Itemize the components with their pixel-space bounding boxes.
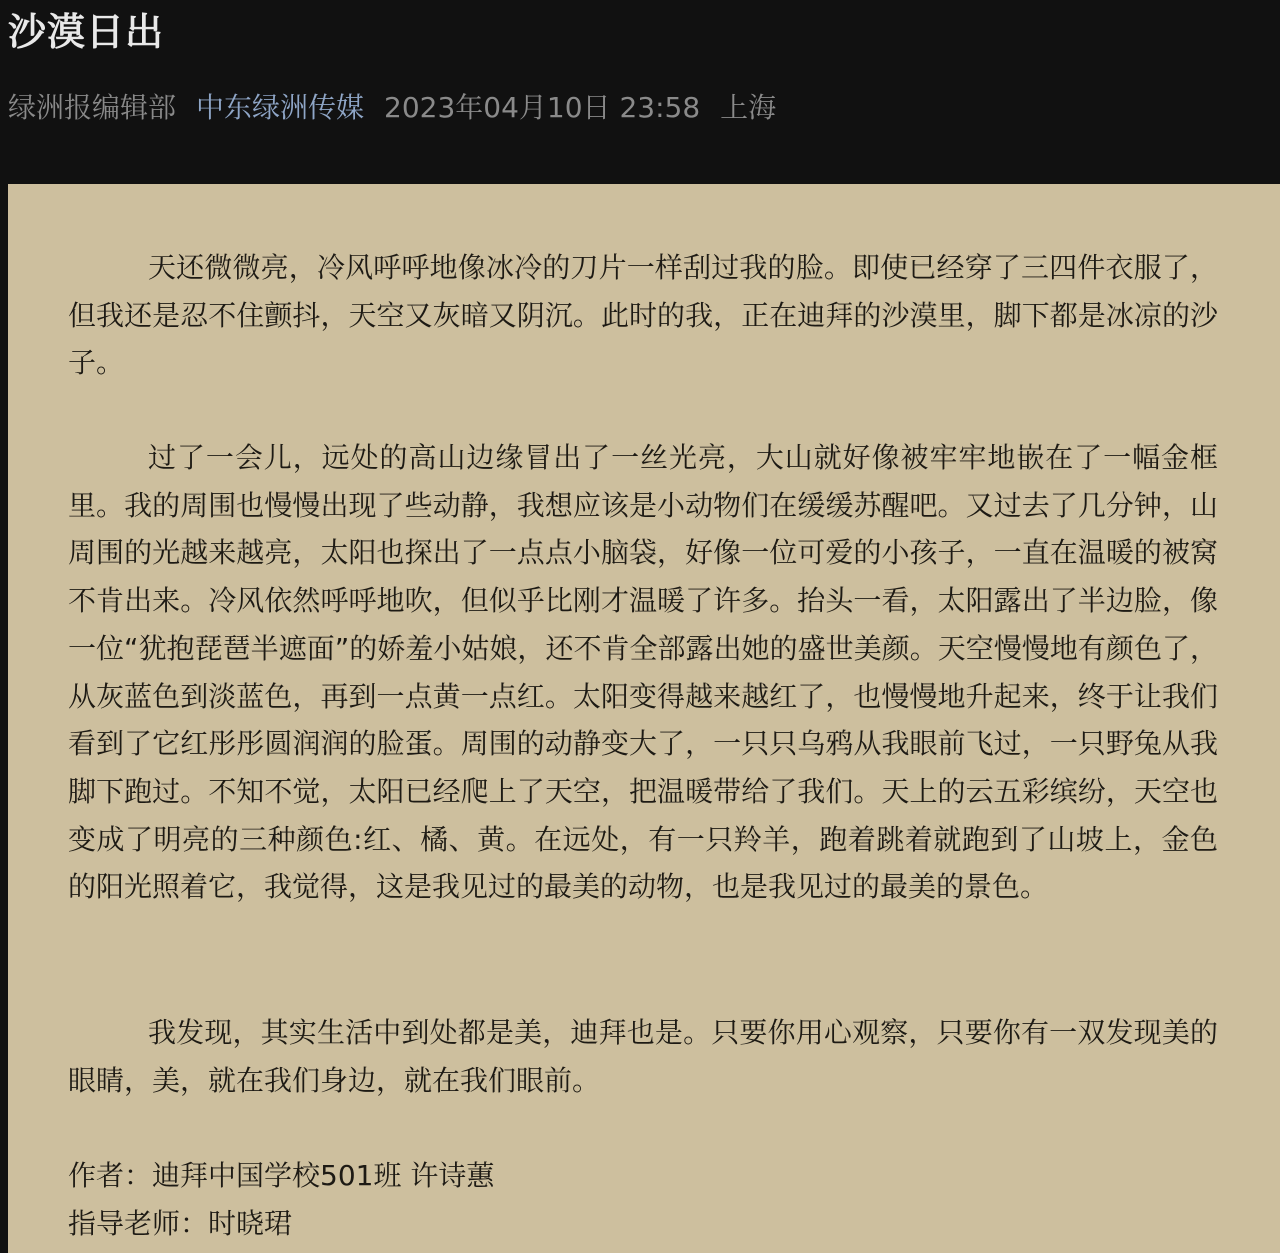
publish-location: 上海 bbox=[720, 91, 777, 124]
teacher-signature: 指导老师：时晓珺 bbox=[68, 1207, 293, 1240]
author-signature: 作者：迪拜中国学校501班 许诗蕙 bbox=[68, 1159, 495, 1192]
publish-datetime: 2023年04月10日 23:58 bbox=[384, 91, 701, 124]
article-paragraph: 天还微微亮，冷风呼呼地像冰冷的刀片一样刮过我的脸。即使已经穿了三四件衣服了，但我还是忍不住颤抖，天空又灰暗又阴沉。此时的我，正在迪拜的沙漠里，脚下都是冰凉的沙子。 bbox=[68, 251, 1218, 380]
article-title: 沙漠日出 bbox=[8, 10, 165, 54]
account-name-link[interactable]: 中东绿洲传媒 bbox=[196, 91, 365, 124]
article-paragraph: 过了一会儿，远处的高山边缘冒出了一丝光亮，大山就好像被牢牢地嵌在了一幅金框里。我的周围也慢慢出现了些动静，我想应该是小动物们在缓缓苏醒吧。又过去了几分钟，山周围的光越来越亮，太阳也探出了一点点小脑袋，好像一位可爱的小孩子，一直在温暖的被窝不肯出来。冷风依然呼呼地吹，但似乎比刚才温暖了许多。抬头一看，太阳露出了半边脸，像一位“犹抱琵琶半遮面”的娇羞小姑娘，还不肯全部露出她的盛世美颜。天空慢慢地有颜色了，从灰蓝色到淡蓝色，再到一点黄一点红。太阳变得越来越红了，也慢慢地升起来，终于让我们看到了它红彤彤圆润润的脸蛋。周围的动静变大了，一只只乌鸦从我眼前飞过，一只野兔从我脚下跑过。不知不觉，太阳已经爬上了天空，把温暖带给了我们。天上的云五彩缤纷，天空也变成了明亮的三种颜色:红、橘、黄。在远处，有一只羚羊，跑着跳着就跑到了山坡上，金色的阳光照着它，我觉得，这是我见过的最美的动物，也是我见过的最美的景色。 bbox=[68, 441, 1218, 904]
article-body-card bbox=[8, 184, 1280, 1253]
article-paragraph: 我发现，其实生活中到处都是美，迪拜也是。只要你用心观察，只要你有一双发现美的眼睛，美，就在我们身边，就在我们眼前。 bbox=[68, 1016, 1218, 1097]
article-meta bbox=[8, 84, 776, 128]
author-label: 绿洲报编辑部 bbox=[8, 91, 177, 124]
